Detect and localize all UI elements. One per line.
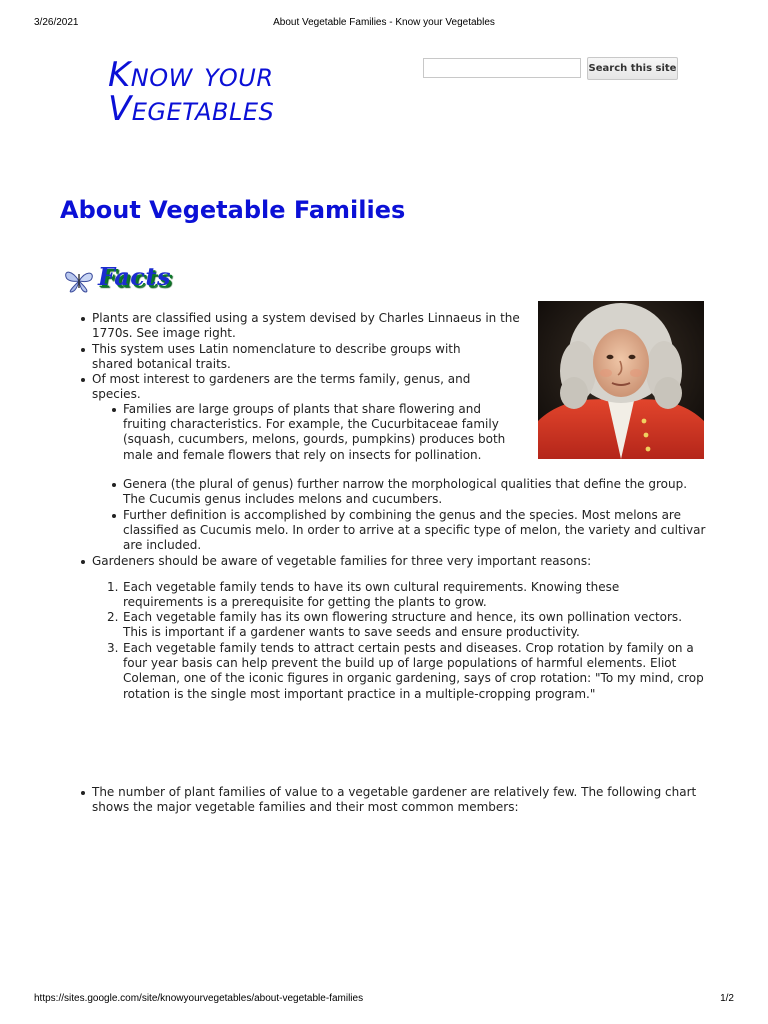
list-item: Of most interest to gardeners are the terms family, genus, and species. bbox=[92, 372, 512, 402]
list-number: 1. bbox=[107, 580, 119, 594]
print-page-number: 1/2 bbox=[720, 993, 734, 1004]
list-item: Further definition is accomplished by combining the genus and the species. Most melons are classified as Cucumis melo. In order to arrive at a specific type of melon, the variety and cultivar are included. bbox=[123, 508, 708, 554]
list-item: The number of plant families of value to a vegetable gardener are relatively few. The following chart shows the major vegetable families and their most common members: bbox=[92, 785, 717, 815]
search-input[interactable] bbox=[423, 58, 581, 78]
list-item: Plants are classified using a system devised by Charles Linnaeus in the 1770s. See image right. bbox=[92, 311, 532, 341]
site-title-line1: Know your bbox=[108, 55, 274, 95]
list-number: 2. bbox=[107, 610, 119, 624]
site-title-link[interactable] bbox=[108, 55, 275, 129]
list-item: Gardeners should be aware of vegetable families for three very important reasons: bbox=[92, 554, 712, 569]
print-url: https://sites.google.com/site/knowyourvegetables/about-vegetable-families bbox=[34, 993, 364, 1004]
page-title: About Vegetable Families bbox=[60, 196, 406, 224]
list-item: 2. Each vegetable family has its own flowering structure and hence, its own pollination vectors. This is important if a gardener wants to save seeds and ensure productivity. bbox=[107, 610, 683, 640]
print-header bbox=[0, 17, 768, 31]
facts-banner bbox=[62, 262, 182, 296]
list-number: 3. bbox=[107, 641, 119, 655]
print-date: 3/26/2021 bbox=[34, 17, 79, 28]
search-button[interactable]: Search this site bbox=[587, 57, 678, 80]
list-item: Genera (the plural of genus) further narrow the morphological qualities that define the group. The Cucumis genus includes melons and cucumbers. bbox=[123, 477, 698, 507]
print-page-title: About Vegetable Families - Know your Vegetables bbox=[273, 17, 495, 28]
facts-heading: Facts bbox=[98, 262, 171, 291]
list-item: 1. Each vegetable family tends to have its own cultural requirements. Knowing these requirements is a prerequisite for getting the plants to grow. bbox=[107, 580, 620, 610]
butterfly-icon bbox=[62, 268, 96, 294]
print-footer bbox=[0, 993, 768, 1007]
linnaeus-portrait-image bbox=[538, 301, 704, 459]
site-title-line2: Vegetables bbox=[108, 89, 275, 129]
list-item: Families are large groups of plants that share flowering and fruiting characteristics. For example, the Cucurbitaceae family (squash, cucumbers, melons, gourds, pumpkins) produces both male and female flowers that rely on insects for pollination. bbox=[123, 402, 528, 463]
list-item: This system uses Latin nomenclature to describe groups with shared botanical traits. bbox=[92, 342, 502, 372]
list-item: 3. Each vegetable family tends to attract certain pests and diseases. Crop rotation by family on a four year basis can help prevent the build up of large populations of harmful elements. Eliot Coleman, one of the iconic figures in organic gardening, says of crop rotation: "To my mind, crop rotation is the single most important practice in a multiple-cropping program." bbox=[107, 641, 704, 701]
